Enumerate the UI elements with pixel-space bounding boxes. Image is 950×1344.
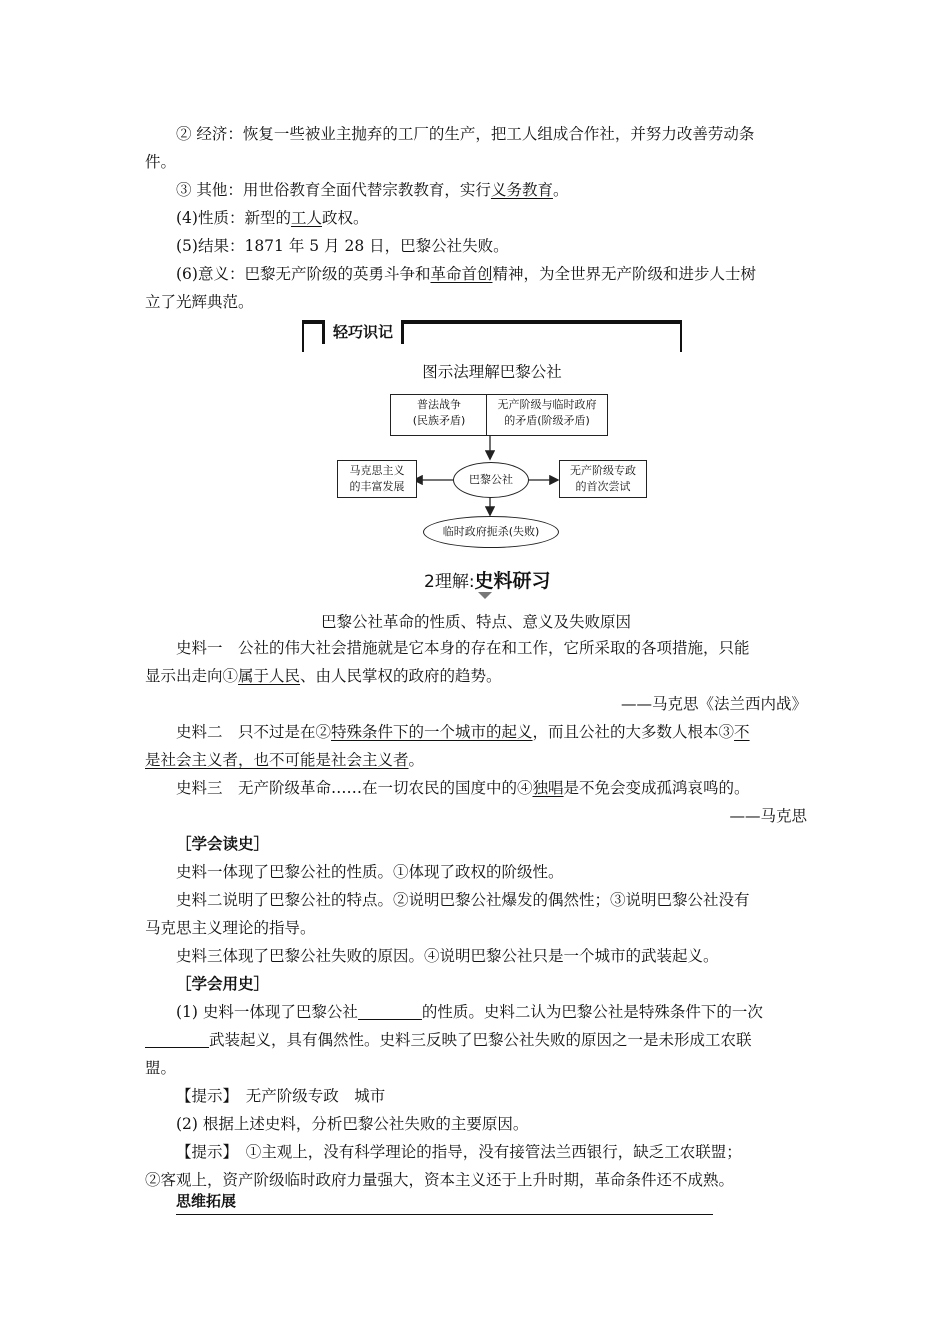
- marxism-box: [337, 460, 417, 498]
- material-3-line: [145, 774, 807, 802]
- material-2-line: [145, 718, 807, 746]
- text: ② 经济：恢复一些被业主抛弃的工厂的生产，把工人组成合作社，并努力改善劳动条: [176, 125, 755, 143]
- failure-node: 临时政府扼杀(失败): [423, 516, 559, 548]
- underlined-term: 独唱: [532, 779, 564, 797]
- answer-blank[interactable]: [358, 1003, 422, 1020]
- economy-line-2: [145, 148, 807, 176]
- learn-use-heading: ［学会用史］: [176, 974, 270, 993]
- heading-title: 史料研习: [474, 570, 551, 592]
- box-line: 的丰富发展: [349, 480, 405, 493]
- text: 无产阶级专政 城市: [230, 1087, 386, 1105]
- underlined-term: 属于人民: [238, 667, 301, 685]
- heading-marker: [478, 592, 492, 599]
- text: ①主观上，没有科学理论的指导，没有接管法兰西银行，缺乏工农联盟；: [230, 1143, 742, 1161]
- meaning-line: [145, 260, 807, 288]
- hint-1: [145, 1082, 807, 1110]
- meaning-line-2: 立了光辉典范。: [145, 293, 254, 311]
- box-line: 无产阶级与临时政府: [497, 398, 597, 411]
- heading-number: 2理解:: [424, 572, 475, 592]
- text: 。: [552, 181, 569, 199]
- material-1-line: 史料一 公社的伟大社会措施就是它本身的存在和工作，它所采取的各项措施，只能: [176, 639, 750, 657]
- hint-label: 【提示】: [176, 1087, 231, 1105]
- text: 武装起义，具有偶然性。史料三反映了巴黎公社失败的原因之一是未形成工农联: [209, 1031, 752, 1049]
- nature-line: [145, 204, 807, 232]
- result-line: (5)结果：1871 年 5 月 28 日，巴黎公社失败。: [176, 237, 509, 255]
- study-heading: [424, 566, 574, 598]
- text: ③ 其他：用世俗教育全面代替宗教教育，实行: [176, 181, 491, 199]
- text: 政权。: [321, 209, 369, 227]
- underlined-term: 工人: [290, 209, 322, 227]
- text: (1) 史料一体现了巴黎公社: [176, 1003, 358, 1021]
- material-2-line-2: [145, 746, 807, 774]
- text: (4)性质：新型的: [176, 209, 291, 227]
- learn-read-2b: 马克思主义理论的指导。: [145, 919, 316, 937]
- cause-war-box: [390, 394, 488, 436]
- question-2: (2) 根据上述史料，分析巴黎公社失败的主要原因。: [176, 1115, 529, 1133]
- hint-label: 【提示】: [176, 1143, 231, 1161]
- text: 史料二 只不过是在②: [176, 723, 332, 741]
- study-title: 巴黎公社革命的性质、特点、意义及失败原因: [320, 613, 631, 631]
- other-line: [145, 176, 807, 204]
- text: 的性质。史料二认为巴黎公社是特殊条件下的一次: [421, 1003, 763, 1021]
- box-line: 的矛盾(阶级矛盾): [504, 414, 590, 427]
- question-1-line-3: 盟。: [145, 1059, 177, 1077]
- underlined-term: 特殊条件下的一个城市的起义: [331, 723, 533, 741]
- box-line: 的首次尝试: [575, 480, 631, 493]
- answer-blank[interactable]: [145, 1031, 209, 1048]
- box-line: 马克思主义: [349, 464, 405, 477]
- underlined-term: 不: [734, 723, 750, 741]
- text: ，而且公社的大多数人根本③: [532, 723, 735, 741]
- text: 精神，为全世界无产阶级和进步人士树: [492, 265, 756, 283]
- learn-read-1: 史料一体现了巴黎公社的性质。①体现了政权的阶级性。: [176, 863, 564, 881]
- hint-2-line-2: ②客观上，资产阶级临时政府力量强大，资本主义还于上升时期，革命条件还不成熟。: [145, 1171, 735, 1189]
- diagram-title: 图示法理解巴黎公社: [422, 363, 562, 381]
- banner-side: [680, 320, 682, 352]
- text: 史料三 无产阶级革命……在一切农民的国度中的④: [176, 779, 533, 797]
- text: (6)意义：巴黎无产阶级的英勇斗争和: [176, 265, 431, 283]
- learn-read-3: 史料三体现了巴黎公社失败的原因。④说明巴黎公社只是一个城市的武装起义。: [176, 947, 719, 965]
- material-3-source: ——马克思: [729, 807, 807, 825]
- text: 是不免会变成孤鸿哀鸣的。: [563, 779, 750, 797]
- memo-banner: [302, 320, 682, 352]
- question-1-line-2: [145, 1026, 807, 1054]
- economy-line: [145, 120, 807, 148]
- box-line: 无产阶级专政: [570, 464, 636, 477]
- underlined-term: 义务教育: [490, 181, 553, 199]
- paris-commune-node: 巴黎公社: [453, 462, 529, 498]
- learn-read-2: 史料二说明了巴黎公社的特点。②说明巴黎公社爆发的偶然性；③说明巴黎公社没有: [176, 891, 750, 909]
- concept-diagram: [335, 392, 647, 552]
- dictatorship-box: [559, 460, 647, 498]
- text: 件。: [145, 153, 177, 171]
- question-1: [145, 998, 807, 1026]
- material-1-source: ——马克思《法兰西内战》: [620, 695, 807, 713]
- learn-read-heading: ［学会读史］: [176, 834, 270, 853]
- banner-side: [302, 320, 304, 352]
- cause-class-box: [486, 394, 608, 436]
- material-1-line-2: [145, 662, 807, 690]
- box-line: 普法战争: [417, 398, 461, 411]
- underlined-term: 是社会主义者，也不可能是社会主义者: [145, 751, 409, 769]
- hint-2: [145, 1138, 807, 1166]
- think-heading: 思维拓展: [176, 1190, 713, 1215]
- banner-label: 轻巧识记: [322, 320, 404, 344]
- text: 、由人民掌权的政府的趋势。: [300, 667, 502, 685]
- text: 。: [408, 751, 425, 769]
- underlined-term: 革命首创: [430, 265, 493, 283]
- box-line: (民族矛盾): [412, 414, 466, 427]
- text: 显示出走向①: [145, 667, 239, 685]
